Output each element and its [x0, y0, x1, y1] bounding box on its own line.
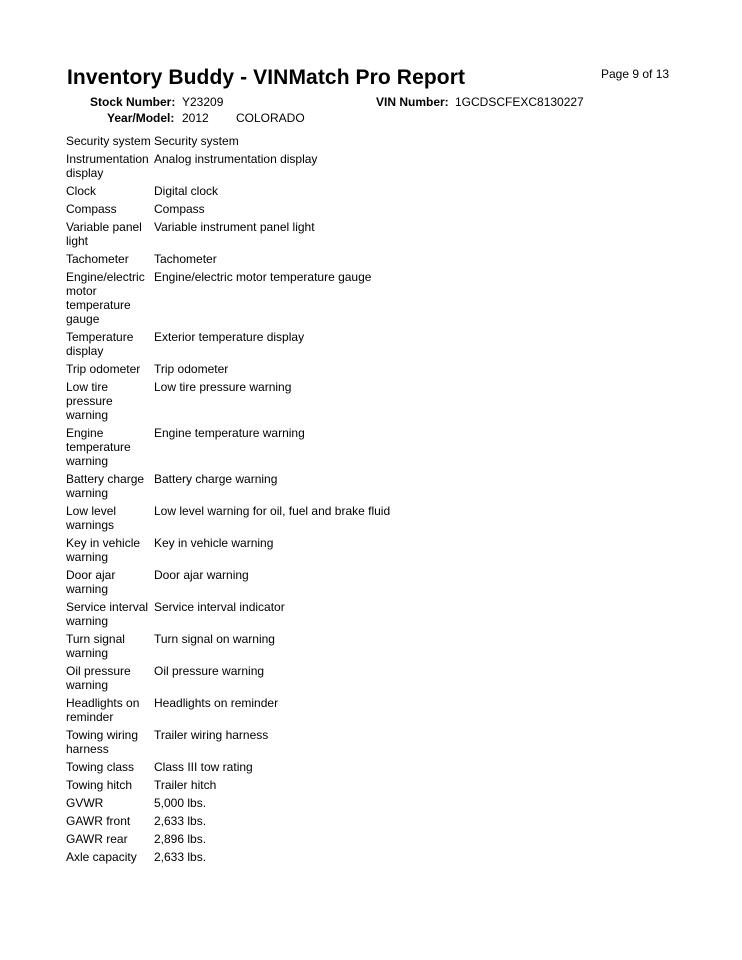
spec-row — [66, 728, 454, 760]
spec-table-body — [66, 134, 454, 868]
spec-name: Instrumentation display — [66, 152, 149, 180]
spec-value: Tachometer — [154, 252, 217, 266]
year-model-label: Year/Model: — [107, 111, 175, 125]
spec-row — [66, 330, 454, 362]
spec-name: Low tire pressure warning — [66, 380, 113, 422]
spec-name: Towing wiring harness — [66, 728, 139, 756]
spec-row — [66, 504, 454, 536]
spec-row — [66, 696, 454, 728]
spec-table — [66, 134, 454, 868]
spec-value: Engine/electric motor temperature gauge — [154, 270, 372, 284]
spec-row — [66, 850, 454, 868]
spec-name: Key in vehicle warning — [66, 536, 141, 564]
spec-value: Trailer hitch — [154, 778, 217, 792]
spec-name: Battery charge warning — [66, 472, 145, 500]
spec-value: Analog instrumentation display — [154, 152, 318, 166]
spec-value: Engine temperature warning — [154, 426, 305, 440]
spec-name: Axle capacity — [66, 850, 137, 864]
spec-value: 2,633 lbs. — [154, 850, 207, 864]
spec-row — [66, 664, 454, 696]
vin-number-value: 1GCDSCFEXC8130227 — [455, 95, 584, 109]
spec-row — [66, 796, 454, 814]
spec-name: GVWR — [66, 796, 104, 810]
spec-value: Turn signal on warning — [154, 632, 275, 646]
spec-value: Battery charge warning — [154, 472, 278, 486]
spec-value: Low tire pressure warning — [154, 380, 292, 394]
spec-name: Door ajar warning — [66, 568, 116, 596]
spec-row — [66, 220, 454, 252]
spec-value: Class III tow rating — [154, 760, 253, 774]
spec-name: Tachometer — [66, 252, 129, 266]
spec-name: Turn signal warning — [66, 632, 125, 660]
year-value: 2012 — [182, 111, 209, 125]
spec-row — [66, 184, 454, 202]
spec-value: Digital clock — [154, 184, 219, 198]
spec-name: Compass — [66, 202, 117, 216]
spec-name: Towing class — [66, 760, 135, 774]
spec-name: Security system — [66, 134, 151, 148]
spec-value: Low level warning for oil, fuel and brake fluid — [154, 504, 391, 518]
spec-value: Exterior temperature display — [154, 330, 305, 344]
spec-row — [66, 134, 454, 152]
model-value: COLORADO — [236, 111, 305, 125]
spec-row — [66, 270, 454, 330]
spec-row — [66, 760, 454, 778]
spec-value: Compass — [154, 202, 205, 216]
spec-value: Door ajar warning — [154, 568, 249, 582]
spec-value: Key in vehicle warning — [154, 536, 274, 550]
spec-name: Engine/electric motor temperature gauge — [66, 270, 145, 326]
spec-value: Trailer wiring harness — [154, 728, 269, 742]
spec-name: Low level warnings — [66, 504, 117, 532]
spec-name: Clock — [66, 184, 97, 198]
vin-number-label: VIN Number: — [376, 95, 449, 109]
spec-row — [66, 152, 454, 184]
stock-number-label: Stock Number: — [90, 95, 176, 109]
spec-row — [66, 202, 454, 220]
spec-value: Trip odometer — [154, 362, 229, 376]
spec-row — [66, 426, 454, 472]
spec-name: Variable panel light — [66, 220, 142, 248]
spec-value: Oil pressure warning — [154, 664, 265, 678]
spec-name: GAWR front — [66, 814, 131, 828]
spec-row — [66, 362, 454, 380]
spec-row — [66, 832, 454, 850]
spec-name: GAWR rear — [66, 832, 128, 846]
spec-row — [66, 814, 454, 832]
spec-row — [66, 778, 454, 796]
report-title: Inventory Buddy - VINMatch Pro Report — [67, 66, 466, 89]
spec-row — [66, 380, 454, 426]
spec-value: Headlights on reminder — [154, 696, 279, 710]
spec-name: Engine temperature warning — [66, 426, 131, 468]
spec-value: 5,000 lbs. — [154, 796, 207, 810]
spec-row — [66, 472, 454, 504]
spec-row — [66, 536, 454, 568]
spec-value: Variable instrument panel light — [154, 220, 315, 234]
spec-name: Temperature display — [66, 330, 134, 358]
stock-number-value: Y23209 — [182, 95, 224, 109]
spec-row — [66, 252, 454, 270]
spec-name: Headlights on reminder — [66, 696, 140, 724]
spec-row — [66, 632, 454, 664]
spec-name: Service interval warning — [66, 600, 149, 628]
spec-value: Security system — [154, 134, 239, 148]
spec-row — [66, 600, 454, 632]
spec-name: Oil pressure warning — [66, 664, 131, 692]
spec-value: 2,896 lbs. — [154, 832, 207, 846]
spec-row — [66, 568, 454, 600]
page-number: Page 9 of 13 — [601, 67, 670, 81]
spec-value: Service interval indicator — [154, 600, 285, 614]
spec-value: 2,633 lbs. — [154, 814, 207, 828]
spec-name: Towing hitch — [66, 778, 133, 792]
spec-name: Trip odometer — [66, 362, 141, 376]
